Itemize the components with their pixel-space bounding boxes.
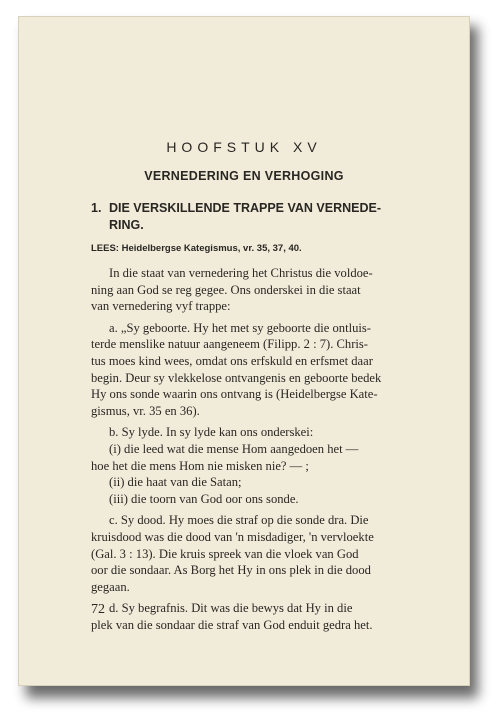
body-line: hoe het die mens Hom nie misken nie? — ;: [91, 458, 309, 473]
body-line: gismus, vr. 35 en 36).: [91, 403, 200, 418]
body-line: terde menslike natuur aangeneem (Filipp. 2 : 7). Chris-: [91, 337, 368, 352]
body-line: In die staat van vernedering het Christus die voldoe-: [109, 266, 373, 280]
body-line: Hy ons sonde waarin ons ontvang is (Heidelbergse Kate-: [91, 387, 378, 402]
body-line: oor die sondaar. As Borg het Hy in ons plek in die dood: [91, 563, 371, 578]
body-text: [91, 265, 436, 633]
page-number: 72: [91, 602, 105, 617]
body-line: b. Sy lyde. In sy lyde kan ons onderskei:: [109, 425, 314, 440]
chapter-title: VERNEDERING EN VERHOGING: [144, 169, 344, 183]
body-line: tus moes kind wees, omdat ons erfskuld en erfsmet daar: [91, 353, 373, 368]
body-line: kruisdood was die dood van 'n misdadiger, 'n vervloekte: [91, 529, 374, 544]
section-heading: [91, 200, 411, 234]
body-line: begin. Deur sy vlekkelose ontvangenis en geboorte bedek: [91, 370, 382, 385]
body-line: (i) die leed wat die mense Hom aangedoen het —: [109, 441, 359, 456]
body-line: d. Sy begrafnis. Dit was die bewys dat Hy in die: [109, 601, 353, 616]
reading-reference: LEES: Heidelbergse Kategismus, vr. 35, 37, 40.: [91, 243, 302, 254]
body-line: c. Sy dood. Hy moes die straf op die sonde dra. Die: [109, 513, 369, 528]
section-title-line1: DIE VERSKILLENDE TRAPPE VAN VERNEDE-: [109, 201, 382, 215]
body-line: (Gal. 3 : 13). Die kruis spreek van die vloek van God: [91, 546, 359, 561]
body-line: (iii) die toorn van God oor ons sonde.: [109, 491, 299, 506]
section-number: 1.: [91, 201, 102, 215]
body-line: (ii) die haat van die Satan;: [109, 475, 242, 490]
body-line: a. „Sy geboorte. Hy het met sy geboorte die ontluis-: [109, 320, 371, 335]
section-title-line2: RING.: [109, 218, 144, 232]
book-page: [18, 16, 470, 686]
chapter-heading: HOOFSTUK XV: [166, 139, 322, 155]
section-heading-line1: [91, 200, 411, 217]
body-line: plek van die sondaar die straf van God enduit gedra het.: [91, 617, 373, 632]
body-line: gegaan.: [91, 579, 130, 594]
body-line: ning aan God se reg gegee. Ons onderskei in die staat: [91, 282, 361, 297]
body-line: van vernedering vyf trappe:: [91, 299, 231, 314]
